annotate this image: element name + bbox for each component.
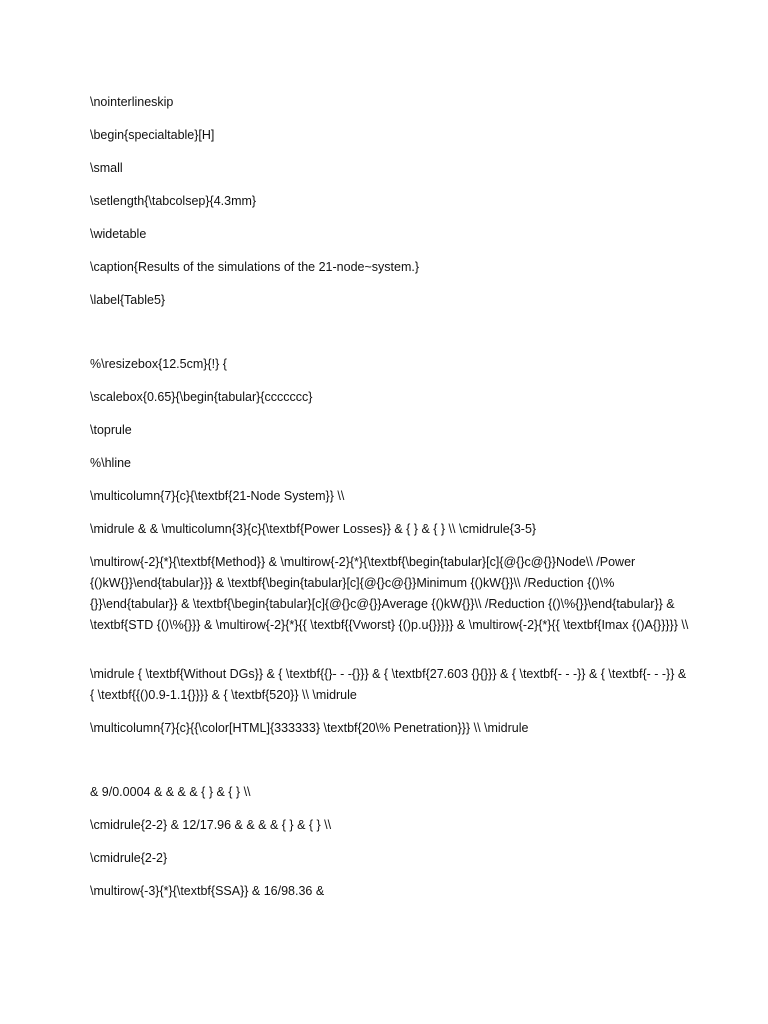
code-line-without-dgs: \midrule { \textbf{Without DGs}} & { \textbf{{}- - -{}}} & { \textbf{27.603 {}{}}} & { \textbf{- - -}} & { \textbf{- - -}} & { \textbf{{()0.9-1.1{}}}} & { \textbf{520}} \\ \midrule [90,667,687,702]
code-line-resizebox-comment: %\resizebox{12.5cm}{!} { [90,357,227,371]
code-line-row-9: & 9/0.0004 & & & & { } & { } \\ [90,785,251,799]
code-line-header-row: \multirow{-2}{*}{\textbf{Method}} & \multirow{-2}{*}{\textbf{\begin{tabular}[c]{@{}c@{}}Node\\ /Power {()kW{}}\end{tabular}}} & \textbf{\begin{tabular}[c]{@{}c@{}}Minimum {()kW{}}\\ /Reduction {()\%{}}\end{tabular}} & \textbf{\begin{tabular}[c]{@{}c@{}}Average {()kW{}}\\ /Reduction {()\%{}}\end{tabular}} & \textbf{STD {()\%{}}} & \multirow{-2}{*}{{ \textbf{{Vworst} {()p.u{}}}}} & \multirow{-2}{*}{{ \textbf{Imax {()A{}}}}} \\ [90,555,689,632]
code-line-label: \label{Table5} [90,293,166,307]
code-line-small: \small [90,161,123,175]
code-line-scalebox: \scalebox{0.65}{\begin{tabular}{ccccccc} [90,390,313,404]
code-line-begin-specialtable: \begin{specialtable}[H] [90,128,215,142]
code-line-ssa-row: \multirow{-3}{*}{\textbf{SSA}} & 16/98.36 & [90,884,325,898]
code-line-row-12: \cmidrule{2-2} & 12/17.96 & & & & { } & { } \\ [90,818,332,832]
code-line-hline-comment: %\hline [90,456,131,470]
code-line-cmidrule: \cmidrule{2-2} [90,851,168,865]
code-line-caption: \caption{Results of the simulations of the 21-node~system.} [90,260,420,274]
code-line-multicolumn-title: \multicolumn{7}{c}{\textbf{21-Node System}} \\ [90,489,345,503]
code-line-toprule: \toprule [90,423,132,437]
code-line-widetable: \widetable [90,227,147,241]
code-line-penetration: \multicolumn{7}{c}{{\color[HTML]{333333} \textbf{20\% Penetration}}} \\ \midrule [90,721,529,735]
code-line-setlength: \setlength{\tabcolsep}{4.3mm} [90,194,257,208]
code-line-nointerlineskip: \nointerlineskip [90,95,174,109]
code-line-midrule-power-losses: \midrule & & \multicolumn{3}{c}{\textbf{Power Losses}} & { } & { } \\ \cmidrule{3-5} [90,522,537,536]
